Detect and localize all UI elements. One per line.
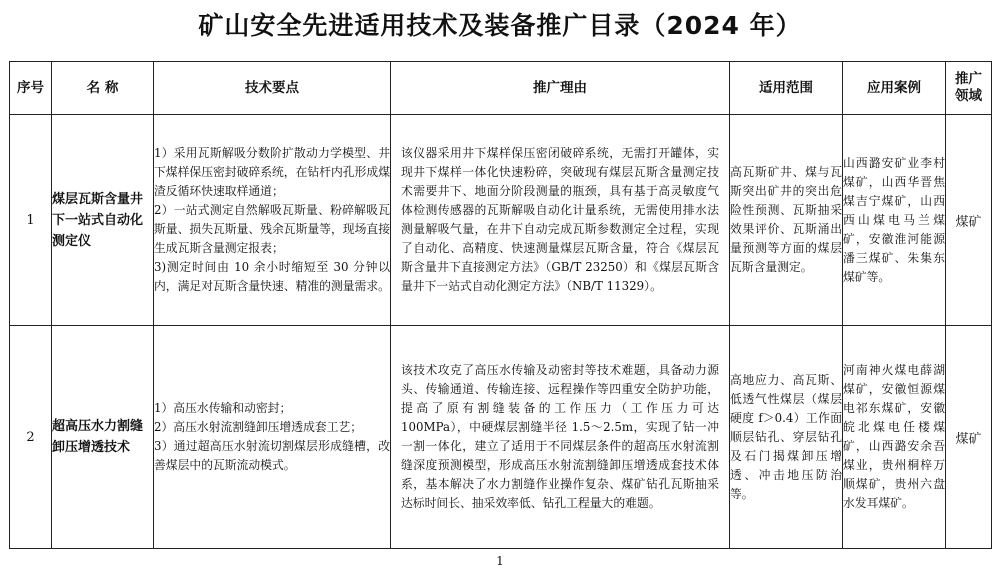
- header-scope: 适用范围: [730, 62, 843, 115]
- row-seq: 2: [10, 326, 52, 549]
- header-seq: 序号: [10, 62, 52, 115]
- key-point: 1）高压水传输和动密封；: [154, 401, 292, 415]
- key-point: 3）通过超高压水射流切割煤层形成缝槽，改善煤层中的瓦斯流动模式。: [154, 439, 390, 472]
- technology-name: 煤层瓦斯含量井下一站式自动化测定仪: [52, 115, 154, 326]
- promotion-reason: 该仪器采用井下煤样保压密闭破碎系统，无需打开罐体，实现井下煤样一体化快速粉碎，突破现有煤层瓦斯含量测定技术需要井下、地面分阶段测量的瓶颈，具有基于高灵敏度气体检测传感器的瓦斯解吸自动化计量系统，无需使用排水法测量解吸气量，在井下自动完成瓦斯参数测定全过程，实现了自动化、高精度、快速测量煤层瓦斯含量，符合《煤层瓦斯含量井下直接测定方法》（GB/T 23250）和《煤层瓦斯含量井下一站式自动化测定方法》（NB/T 11329）。: [391, 115, 730, 326]
- page-number: 1: [496, 554, 504, 568]
- technology-name: 超高压水力割缝卸压增透技术: [52, 326, 154, 549]
- promotion-field: 煤矿: [946, 326, 992, 549]
- key-point: 2）一站式测定自然解吸瓦斯量、粉碎解吸瓦斯量、损失瓦斯量、残余瓦斯量等，现场直接生成瓦斯含量测定报表；: [154, 203, 390, 255]
- promotion-catalog-table: [9, 61, 992, 549]
- header-name: 名 称: [52, 62, 154, 115]
- applicable-scope: 高地应力、高瓦斯、低透气性煤层（煤层硬度 f＞0.4）工作面顺层钻孔、穿层钻孔及石门揭煤卸压增透、冲击地压防治等。: [730, 326, 843, 549]
- key-point: 2）高压水射流割缝卸压增透成套工艺；: [154, 420, 363, 434]
- table-header-row: [10, 62, 992, 115]
- key-points-cell: [154, 326, 391, 549]
- key-points-cell: [154, 115, 391, 326]
- header-key-points: 技术要点: [154, 62, 391, 115]
- applicable-scope: 高瓦斯矿井、煤与瓦斯突出矿井的突出危险性预测、瓦斯抽采效果评价、瓦斯涌出量预测等方面的煤层瓦斯含量测定。: [730, 115, 843, 326]
- page-title: 矿山安全先进适用技术及装备推广目录（2024 年）: [198, 11, 802, 40]
- row-seq: 1: [10, 115, 52, 326]
- table-row: [10, 326, 992, 549]
- promotion-field: 煤矿: [946, 115, 992, 326]
- key-point: 3)测定时间由 10 余小时缩短至 30 分钟以内，满足对瓦斯含量快速、精准的测量需求。: [154, 260, 390, 293]
- table-row: [10, 115, 992, 326]
- header-cases: 应用案例: [843, 62, 946, 115]
- application-cases: 山西潞安矿业李村煤矿，山西华晋焦煤吉宁煤矿，山西西山煤电马兰煤矿，安徽淮河能源潘三煤矿、朱集东煤矿等。: [843, 115, 946, 326]
- header-reason: 推广理由: [391, 62, 730, 115]
- header-field: 推广领域: [946, 62, 992, 115]
- key-point: 1）采用瓦斯解吸分数阶扩散动力学模型、井下煤样保压密封破碎系统，在钻杆内孔形成煤渣反循环快速取样通道；: [154, 146, 390, 198]
- application-cases: 河南神火煤电薛湖煤矿，安徽恒源煤电祁东煤矿，安徽皖北煤电任楼煤矿，山西潞安余吾煤业，贵州桐梓万顺煤矿，贵州六盘水发耳煤矿。: [843, 326, 946, 549]
- promotion-reason: 该技术攻克了高压水传输及动密封等技术难题，具备动力源头、传输通道、传输连接、远程操作等四重安全防护功能，提高了原有割缝装备的工作压力（工作压力可达 100MPa），中硬煤层割缝半径 1.5～2.5m，实现了钻一冲一割一体化，建立了适用于不同煤层条件的超高压水射流割缝深度预测模型，形成高压水射流割缝卸压增透成套技术体系，基本解决了水力割缝作业操作复杂、煤矿钻孔瓦斯抽采达标时间长、抽采效率低、钻孔工程量大的难题。: [391, 326, 730, 549]
